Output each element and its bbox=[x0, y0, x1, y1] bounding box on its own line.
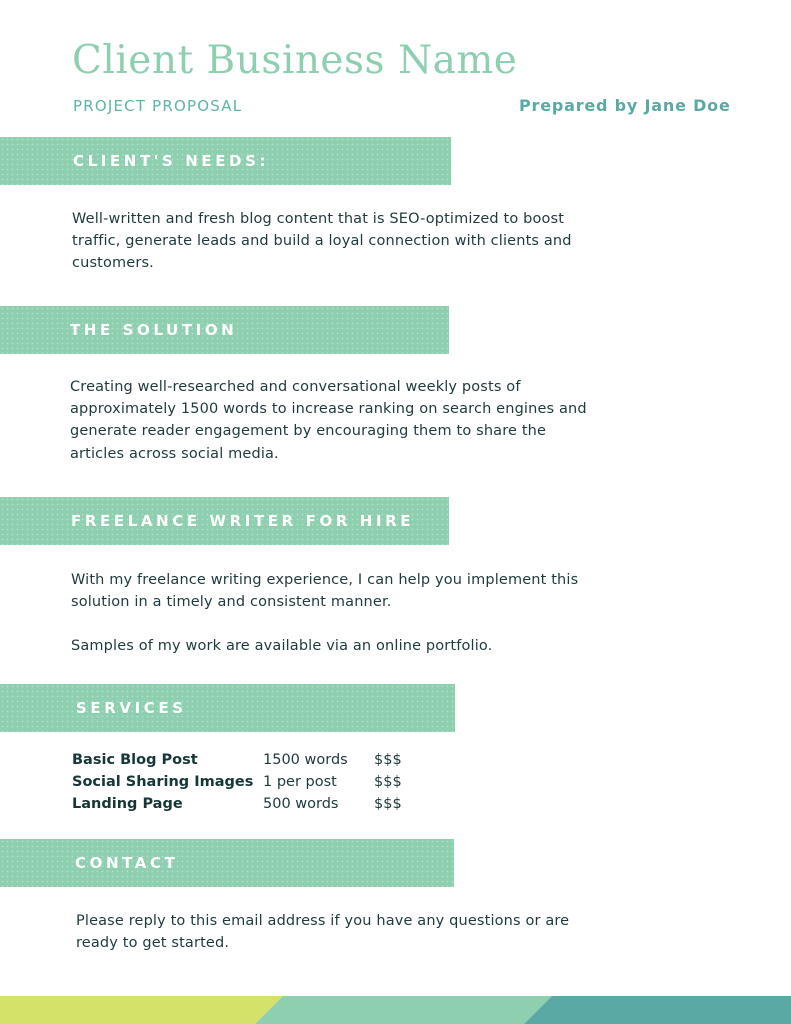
section-heading-writer: FREELANCE WRITER FOR HIRE bbox=[71, 512, 415, 530]
section-heading-services: SERVICES bbox=[76, 699, 187, 717]
contact-paragraph: Please reply to this email address if you have any questions or are ready to get started. bbox=[76, 913, 570, 952]
service-name: Landing Page bbox=[72, 796, 183, 813]
service-name: Basic Blog Post bbox=[72, 752, 198, 768]
section-band-contact bbox=[0, 839, 454, 887]
service-quantity: 1500 words bbox=[263, 752, 348, 768]
footer-stripe-mint bbox=[255, 996, 552, 1024]
prepared-by: Prepared by Jane Doe bbox=[519, 96, 731, 115]
service-quantity: 1 per post bbox=[263, 774, 337, 791]
document-subtitle: PROJECT PROPOSAL bbox=[73, 97, 243, 115]
section-heading-solution: THE SOLUTION bbox=[70, 321, 238, 339]
portfolio-paragraph: Samples of my work are available via an online portfolio. bbox=[71, 638, 493, 654]
footer-stripe-teal bbox=[524, 996, 791, 1024]
service-quantity: 500 words bbox=[263, 796, 339, 813]
footer-stripe bbox=[0, 996, 791, 1024]
service-price: $$$ bbox=[374, 796, 402, 813]
section-heading-contact: CONTACT bbox=[75, 854, 179, 872]
needs-paragraph: Well-written and fresh blog content that is SEO-optimized to boost traffic, generate leads and build a loyal connection with clients and customers. bbox=[72, 211, 572, 272]
service-price: $$$ bbox=[374, 774, 402, 791]
section-band-writer bbox=[0, 497, 449, 545]
section-band-needs bbox=[0, 137, 451, 185]
solution-paragraph: Creating well-researched and conversational weekly posts of approximately 1500 words to increase ranking on search engines and generate reader engagement by encouraging them to share the articles across social media. bbox=[70, 379, 587, 462]
service-name: Social Sharing Images bbox=[72, 774, 254, 791]
section-band-services bbox=[0, 684, 455, 732]
writer-paragraph: With my freelance writing experience, I can help you implement this solution in a timely and consistent manner. bbox=[71, 572, 579, 611]
service-price: $$$ bbox=[374, 752, 402, 768]
page-title: Client Business Name bbox=[72, 38, 518, 83]
section-heading-needs: CLIENT'S NEEDS: bbox=[73, 152, 270, 170]
section-band-solution bbox=[0, 306, 449, 354]
footer-stripe-lime bbox=[0, 996, 283, 1024]
